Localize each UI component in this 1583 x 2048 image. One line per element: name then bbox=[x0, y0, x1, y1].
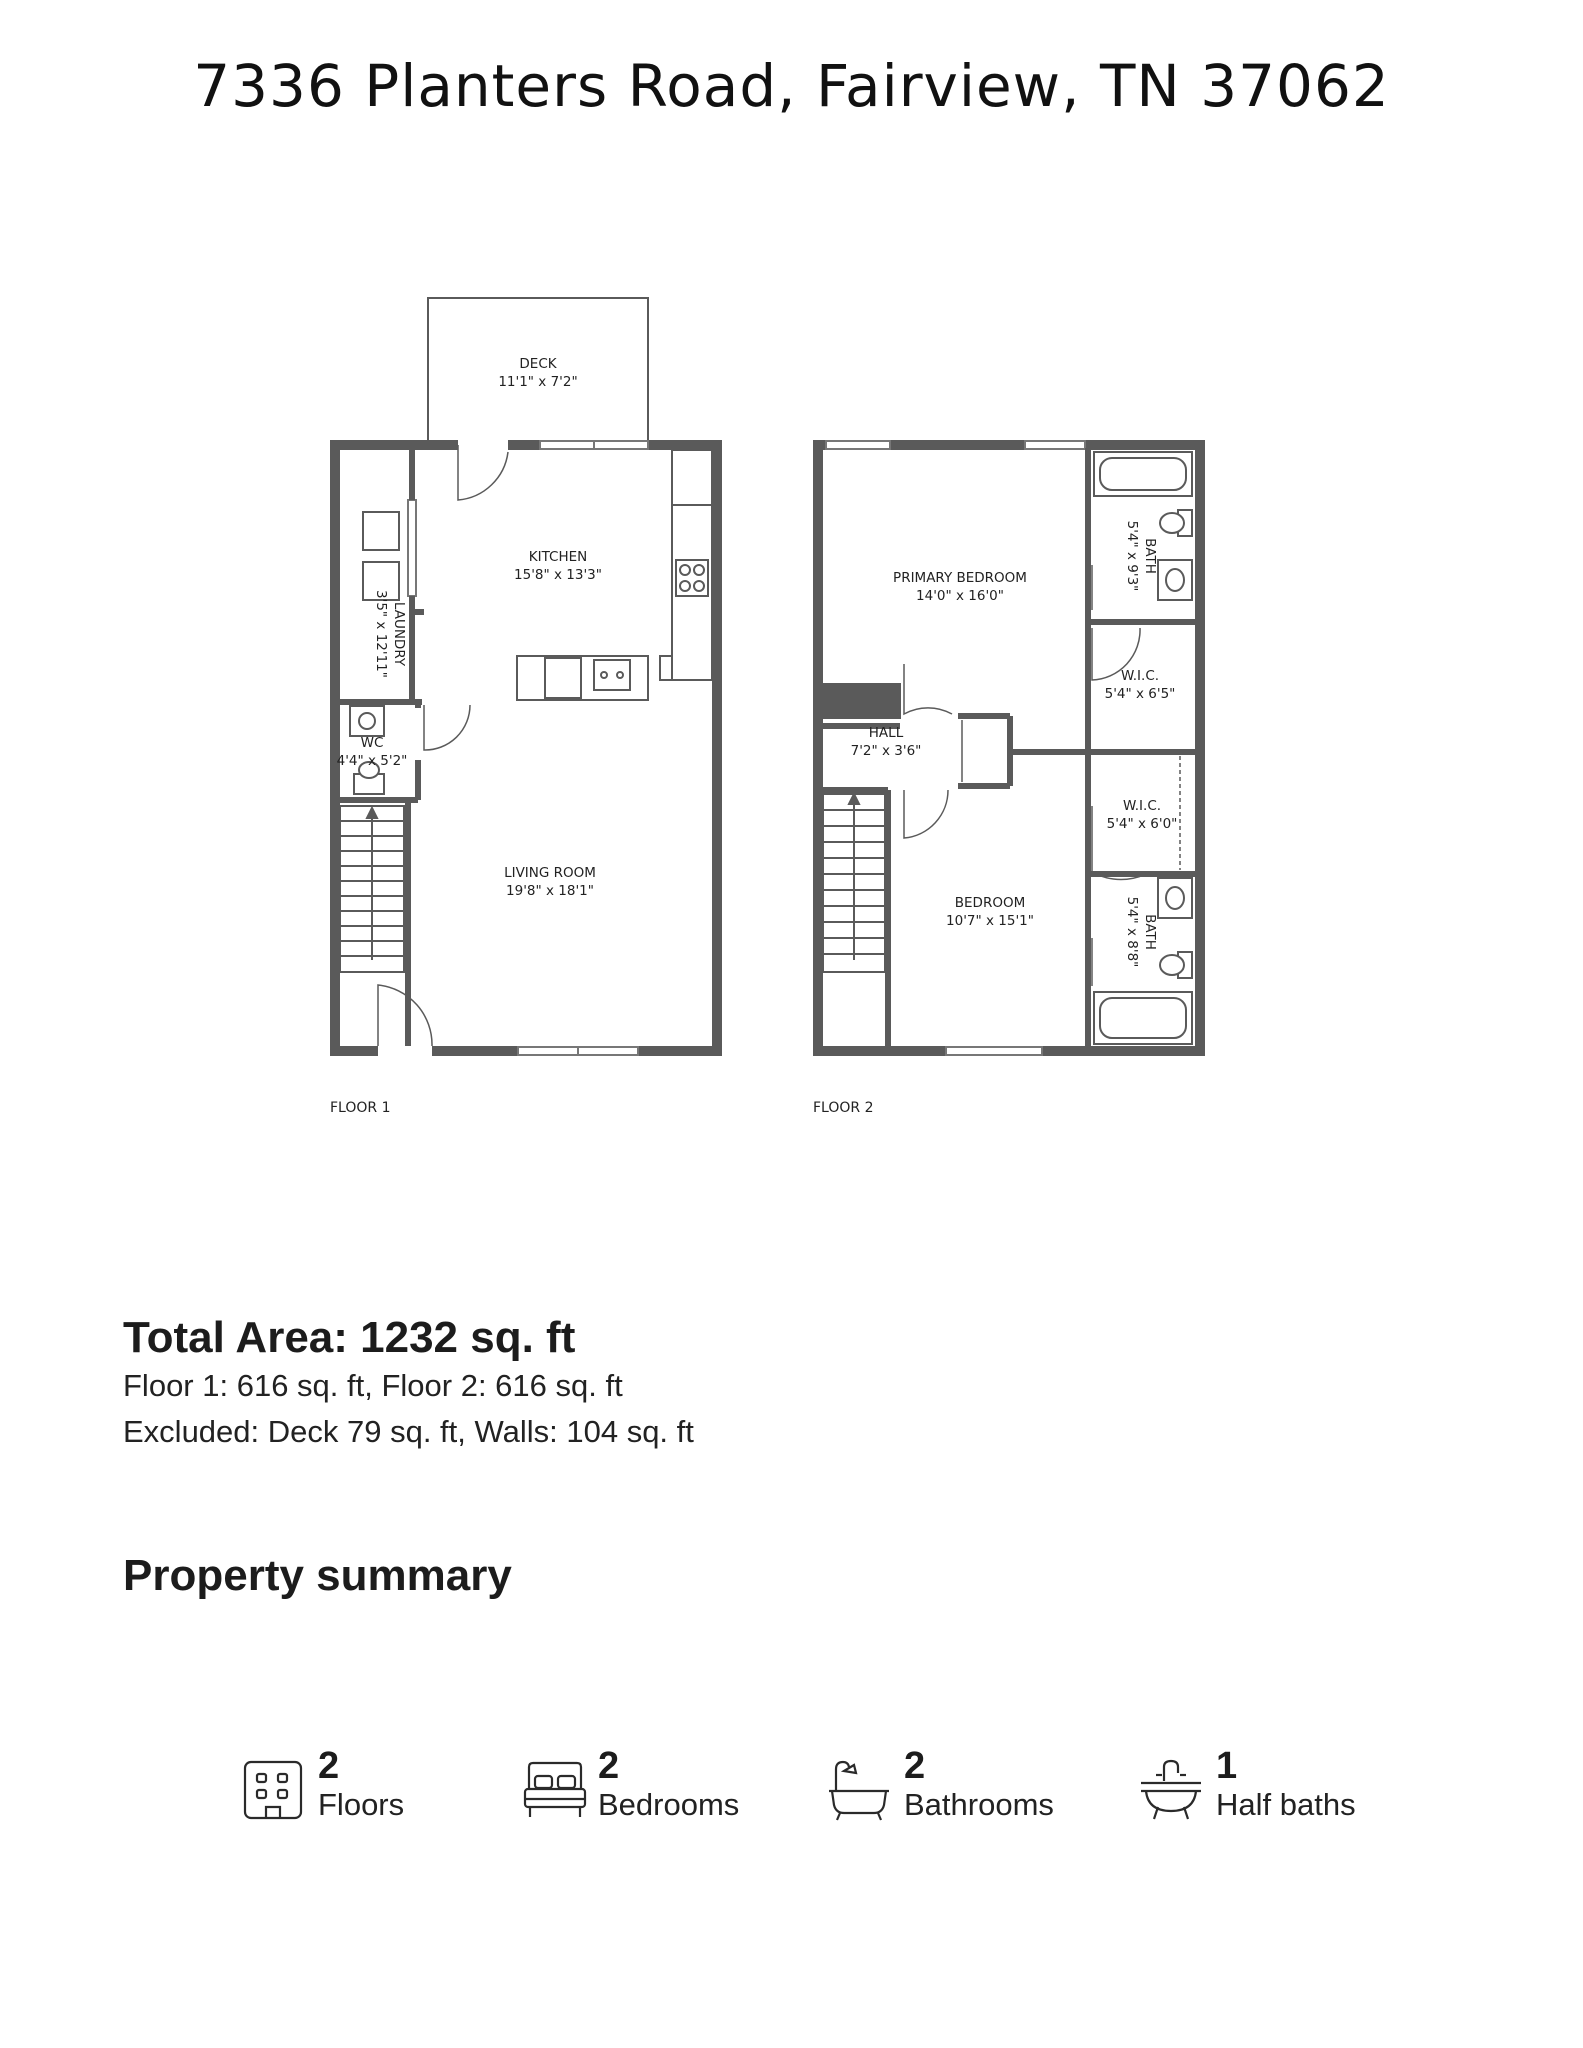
room-name-primary-bedroom: PRIMARY BEDROOM bbox=[893, 570, 1027, 586]
floor-1-label: FLOOR 1 bbox=[330, 1100, 391, 1116]
total-area: Total Area: 1232 sq. ft bbox=[123, 1313, 576, 1362]
room-name-deck: DECK bbox=[519, 356, 557, 372]
room-size-primary-bedroom: 14'0" x 16'0" bbox=[916, 588, 1004, 604]
stat-floors bbox=[242, 1745, 442, 1835]
bathtub-icon bbox=[826, 1759, 892, 1823]
room-size-wic-2: 5'4" x 6'0" bbox=[1106, 816, 1178, 832]
room-name-wc: WC bbox=[360, 735, 384, 751]
property-summary-title: Property summary bbox=[123, 1551, 512, 1600]
stat-half-baths-value: 1 bbox=[1216, 1745, 1238, 1787]
room-size-bath-2: 5'4" x 8'8" bbox=[1124, 896, 1140, 968]
room-name-bedroom: BEDROOM bbox=[954, 895, 1026, 911]
stat-bedrooms bbox=[522, 1745, 762, 1835]
stat-bathrooms-label: Bathrooms bbox=[904, 1787, 1054, 1822]
stat-half-baths-label: Half baths bbox=[1216, 1787, 1356, 1822]
room-size-wic-1: 5'4" x 6'5" bbox=[1104, 686, 1176, 702]
stat-floors-value: 2 bbox=[318, 1745, 340, 1787]
room-size-hall: 7'2" x 3'6" bbox=[850, 743, 922, 759]
room-name-bath-2: BATH bbox=[1142, 914, 1158, 950]
stat-bedrooms-label: Bedrooms bbox=[598, 1787, 740, 1822]
room-size-kitchen: 15'8" x 13'3" bbox=[514, 567, 602, 583]
room-name-wic-2: W.I.C. bbox=[1122, 798, 1162, 814]
floor-2-label: FLOOR 2 bbox=[813, 1100, 874, 1116]
stat-bathrooms bbox=[826, 1745, 1066, 1835]
room-name-laundry: LAUNDRY bbox=[391, 601, 407, 667]
excluded-areas: Excluded: Deck 79 sq. ft, Walls: 104 sq. ft bbox=[123, 1414, 694, 1449]
stat-bedrooms-value: 2 bbox=[598, 1745, 620, 1787]
stat-bathrooms-value: 2 bbox=[904, 1745, 926, 1787]
sink-icon bbox=[1138, 1759, 1204, 1823]
room-size-deck: 11'1" x 7'2" bbox=[498, 374, 578, 390]
floor-areas: Floor 1: 616 sq. ft, Floor 2: 616 sq. ft bbox=[123, 1368, 623, 1403]
room-name-living-room: LIVING ROOM bbox=[504, 865, 596, 881]
room-name-bath-1: BATH bbox=[1142, 538, 1158, 574]
room-size-living-room: 19'8" x 18'1" bbox=[506, 883, 594, 899]
room-size-bath-1: 5'4" x 9'3" bbox=[1124, 520, 1140, 592]
room-name-kitchen: KITCHEN bbox=[528, 549, 588, 565]
bed-icon bbox=[522, 1759, 588, 1821]
property-address-title: 7336 Planters Road, Fairview, TN 37062 bbox=[193, 52, 1390, 120]
room-size-wc: 4'4" x 5'2" bbox=[336, 753, 408, 769]
floor-1-plan bbox=[335, 298, 717, 1055]
area-summary bbox=[123, 1313, 694, 1455]
room-name-hall: HALL bbox=[868, 725, 904, 741]
room-name-wic-1: W.I.C. bbox=[1120, 668, 1160, 684]
room-size-laundry: 3'5" x 12'11" bbox=[373, 590, 389, 678]
stat-half-baths bbox=[1138, 1745, 1378, 1835]
stat-floors-label: Floors bbox=[318, 1787, 405, 1822]
building-icon bbox=[242, 1759, 304, 1821]
room-size-bedroom: 10'7" x 15'1" bbox=[946, 913, 1034, 929]
